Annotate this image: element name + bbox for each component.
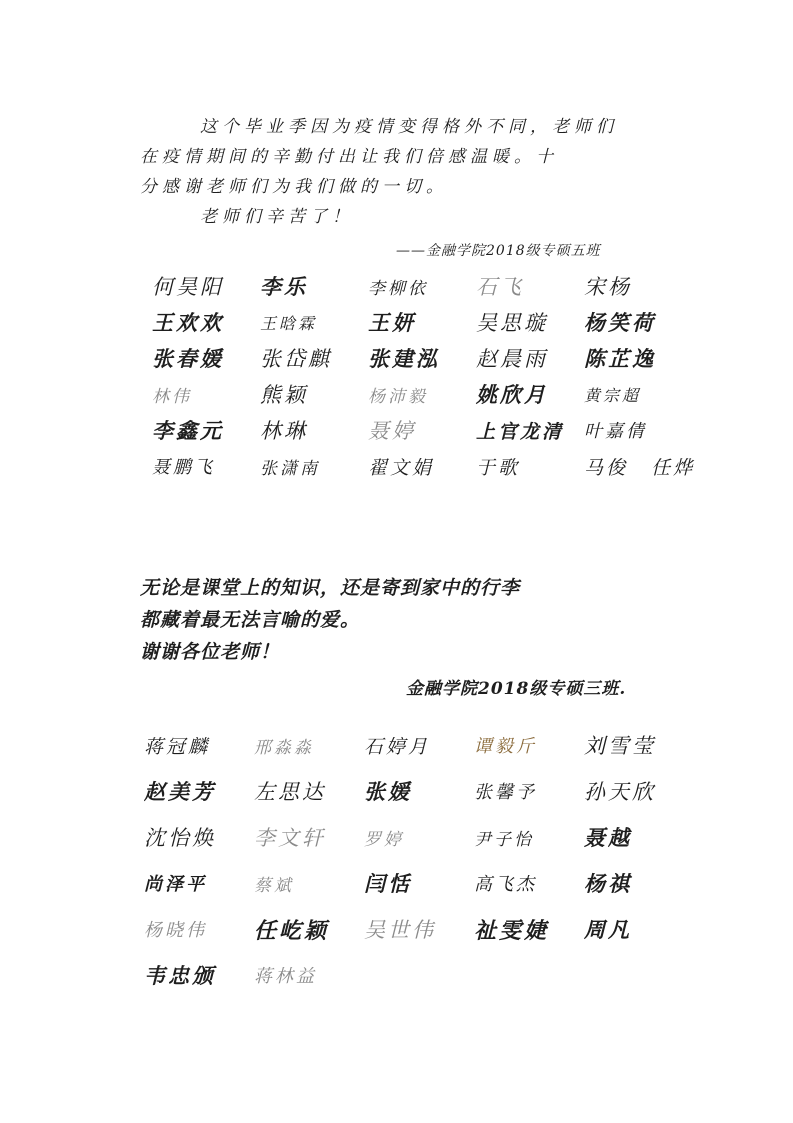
signature-name: 罗婷 bbox=[364, 829, 404, 850]
signature-name: 李乐 bbox=[260, 274, 308, 299]
signature-name: 石飞 bbox=[476, 275, 524, 299]
signature-name: 黄宗超 bbox=[584, 385, 642, 405]
signature-name: 孙天欣 bbox=[584, 780, 656, 804]
signature-name: 尚泽平 bbox=[144, 874, 207, 895]
letter2-line: 谢谢各位老师！ bbox=[140, 641, 281, 663]
signature-name: 宋杨 bbox=[584, 275, 632, 299]
signature-name: 张馨予 bbox=[474, 782, 537, 803]
signature-name: 张媛 bbox=[364, 779, 412, 804]
signature-name: 张春媛 bbox=[152, 346, 224, 371]
signature-name: 左思达 bbox=[254, 780, 326, 804]
signature-name: 杨晓伟 bbox=[144, 920, 207, 941]
signature-name: 高飞杰 bbox=[474, 874, 537, 895]
signature-name: 沈怡焕 bbox=[144, 826, 216, 850]
signature-name: 陈芷逸 bbox=[584, 346, 656, 371]
signature-name: 蒋林益 bbox=[254, 966, 317, 987]
signature-name: 何昊阳 bbox=[152, 275, 224, 299]
signature-name: 王晗霖 bbox=[260, 313, 318, 333]
signature-name-part: 于歌 bbox=[476, 456, 521, 479]
signature-name: 熊颖 bbox=[260, 383, 308, 407]
letter2-line: 都藏着最无法言喻的爱。 bbox=[140, 609, 361, 631]
signature-name: 张建泓 bbox=[368, 346, 440, 371]
signature-name: 李鑫元 bbox=[152, 418, 224, 443]
signature-name: 闫恬 bbox=[364, 871, 412, 896]
signature-name: 吴思璇 bbox=[476, 311, 548, 335]
signature-name: 姚欣月 bbox=[476, 382, 548, 407]
signature-name: 杨祺 bbox=[584, 871, 632, 896]
signature-name: 赵晨雨 bbox=[476, 347, 548, 371]
signature-name: 石婷月 bbox=[364, 735, 431, 758]
signature-name: 蔡斌 bbox=[254, 875, 294, 896]
letter2-signature-grid bbox=[144, 722, 694, 998]
letter1-line: 这个毕业季因为疫情变得格外不同，老师们 bbox=[200, 117, 618, 137]
letter1-line: 在疫情期间的辛勤付出让我们倍感温暖。十 bbox=[140, 147, 558, 167]
signature-name: 吴世伟 bbox=[364, 918, 436, 942]
signature-name: 张岱麒 bbox=[260, 347, 332, 371]
signature-name: 叶嘉倩 bbox=[584, 421, 647, 442]
letter1-line: 分感谢老师们为我们做的一切。 bbox=[140, 177, 448, 197]
signature-name: 上官龙清 bbox=[476, 420, 565, 443]
signature-name: 任屹颖 bbox=[254, 917, 330, 944]
signature-name: 王欢欢 bbox=[152, 310, 224, 335]
letter2-line: 无论是课堂上的知识，还是寄到家中的行李 bbox=[140, 577, 521, 599]
signature-name: 周凡 bbox=[584, 917, 632, 942]
signature-name: 蒋冠麟 bbox=[144, 735, 211, 758]
signature-name: 翟文娟 bbox=[368, 456, 435, 479]
signature-name: 谭毅斤 bbox=[474, 736, 537, 757]
signature-name: 林伟 bbox=[152, 386, 192, 407]
letter1-signature-grid bbox=[152, 268, 696, 484]
signature-name bbox=[584, 453, 696, 480]
letter1-message bbox=[140, 112, 700, 202]
signature-name: 李文轩 bbox=[254, 826, 326, 850]
letter1-signature: ——金融学院2018级专硕五班 bbox=[396, 243, 601, 259]
letter2-signature: 金融学院2018级专硕三班. bbox=[406, 679, 627, 699]
signature-name-part: 马俊 bbox=[584, 456, 629, 479]
letter1-closing: 老师们辛苦了！ bbox=[200, 207, 354, 227]
signature-name: 林琳 bbox=[260, 419, 308, 443]
signature-name: 祉雯婕 bbox=[474, 917, 550, 944]
signature-name-part: 任烨 bbox=[651, 456, 696, 479]
signature-name: 邢淼淼 bbox=[254, 737, 314, 758]
signature-name: 王妍 bbox=[368, 310, 416, 335]
signature-name: 尹子怡 bbox=[474, 829, 534, 850]
signature-name: 张潇南 bbox=[260, 458, 320, 479]
signature-name: 杨笑荷 bbox=[584, 310, 656, 335]
signature-name: 聂越 bbox=[584, 825, 632, 850]
signature-name: 杨沛毅 bbox=[368, 386, 428, 407]
letter2-message bbox=[140, 572, 700, 668]
signature-name: 韦忠颁 bbox=[144, 963, 216, 988]
signature-name: 刘雪莹 bbox=[584, 734, 656, 758]
signature-name: 聂婷 bbox=[368, 419, 416, 443]
signature-name: 赵美芳 bbox=[144, 779, 216, 804]
signature-name: 聂鹏飞 bbox=[152, 457, 215, 478]
signature-name: 李柳依 bbox=[368, 278, 428, 299]
signature-name bbox=[476, 453, 584, 480]
